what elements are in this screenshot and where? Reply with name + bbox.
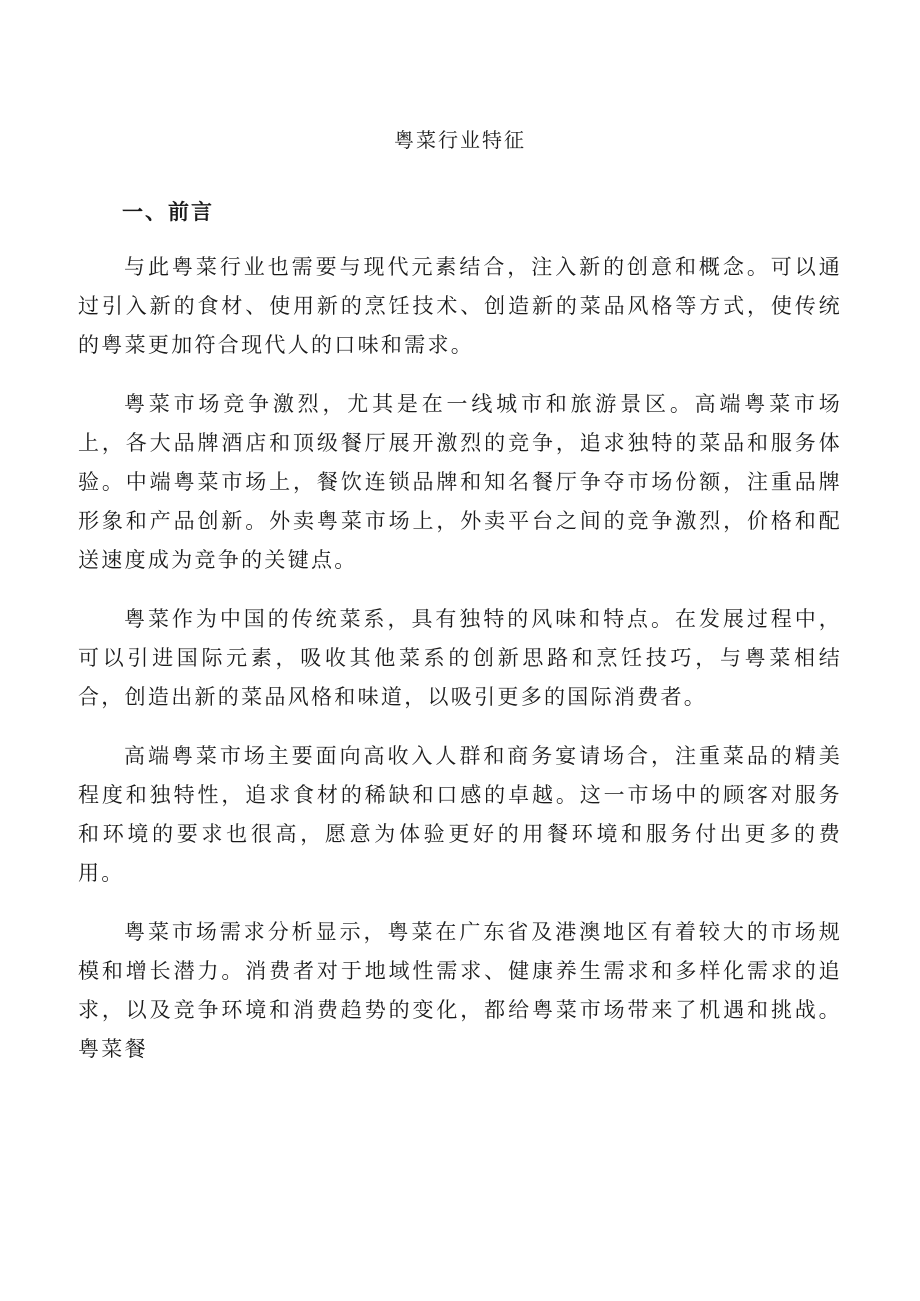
document-title: 粤菜行业特征 <box>394 128 526 152</box>
paragraph-market-competition: 粤菜市场竞争激烈，尤其是在一线城市和旅游景区。高端粤菜市场上，各大品牌酒店和顶级餐厅展开激烈的竞争，追求独特的菜品和服务体验。中端粤菜市场上，餐饮连锁品牌和知名餐厅争夺市场份额，注重品牌形象和产品创新。外卖粤菜市场上，外卖平台之间的竞争激烈，价格和配送速度成为竞争的关键点。 <box>78 392 842 572</box>
paragraph-international-elements: 粤菜作为中国的传统菜系，具有独特的风味和特点。在发展过程中，可以引进国际元素，吸收其他菜系的创新思路和烹饪技巧，与粤菜相结合，创造出新的菜品风格和味道，以吸引更多的国际消费者。 <box>78 607 842 709</box>
section-heading-preface: 一、前言 <box>122 199 214 224</box>
paragraph-modern-elements: 与此粤菜行业也需要与现代元素结合，注入新的创意和概念。可以通过引入新的食材、使用新的烹饪技术、创造新的菜品风格等方式，使传统的粤菜更加符合现代人的口味和需求。 <box>78 255 842 357</box>
paragraph-demand-analysis: 粤菜市场需求分析显示，粤菜在广东省及港澳地区有着较大的市场规模和增长潜力。消费者对于地域性需求、健康养生需求和多样化需求的追求，以及竞争环境和消费趋势的变化，都给粤菜市场带来了机遇和挑战。粤菜餐 <box>78 920 842 1061</box>
paragraph-high-end-market: 高端粤菜市场主要面向高收入人群和商务宴请场合，注重菜品的精美程度和独特性，追求食材的稀缺和口感的卓越。这一市场中的顾客对服务和环境的要求也很高，愿意为体验更好的用餐环境和服务付出更多的费用。 <box>78 744 842 885</box>
